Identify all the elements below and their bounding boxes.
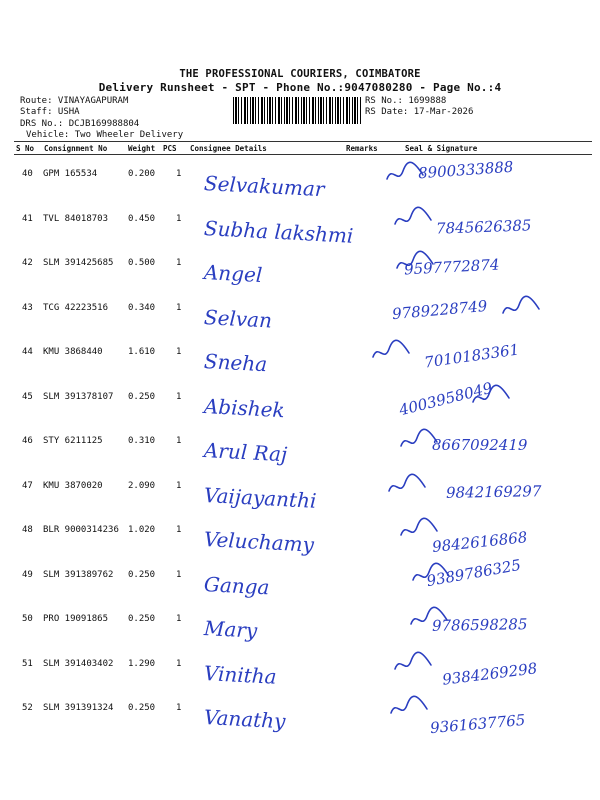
row-weight: 0.250 [128,614,156,624]
row-sno: 45 [22,391,33,402]
col-pcs: PCS [163,144,177,153]
row-consignment: STY 6211125 [43,436,103,446]
row-weight: 1.290 [128,658,156,669]
table-row [0,467,600,512]
row-consignment: GPM 165534 [43,169,98,179]
table-row [0,244,600,289]
row-consignment: KMU 3868440 [43,347,103,357]
receiver-phone: 9389786325 [425,555,523,590]
row-weight: 1.020 [128,525,156,535]
col-remarks: Remarks [346,144,378,153]
table-row [0,378,600,423]
row-weight: 2.090 [128,480,156,491]
row-weight: 0.250 [128,391,156,402]
row-consignment: SLM 391391324 [43,703,114,713]
consignee-name: Selvan [203,304,273,333]
runsheet-title: Delivery Runsheet - SPT - Phone No.:9047080280 - Page No.:4 [98,81,502,94]
row-consignment: TCG 42223516 [43,302,109,313]
vehicle-label: Vehicle: Two Wheeler Delivery [26,130,184,140]
row-weight: 0.450 [128,213,156,224]
header-rule-top [14,141,592,142]
signature-mark [470,382,512,410]
table-row [0,333,600,378]
row-pcs: 1 [176,658,182,669]
table-row [0,645,600,690]
row-sno: 51 [22,658,33,669]
receiver-phone: 8667092419 [432,436,528,454]
signature-mark [370,337,412,365]
row-pcs: 1 [176,391,182,402]
receiver-phone: 9384269298 [441,658,539,689]
receiver-phone: 8900333888 [417,157,514,183]
signature-mark [392,204,434,232]
row-sno: 50 [22,614,33,624]
receiver-phone: 9597772874 [403,255,500,279]
signature-mark [500,293,542,321]
receiver-phone: 9842169297 [445,481,542,502]
row-sno: 41 [22,213,33,224]
consignee-name: Veluchamy [203,527,315,557]
receiver-phone: 4003958049 [397,378,495,419]
row-pcs: 1 [176,347,182,357]
row-consignment: SLM 391378107 [43,391,114,402]
row-sno: 48 [22,525,33,535]
row-consignment: PRO 19091865 [43,614,109,624]
table-row [0,556,600,601]
consignee-name: Vaijayanthi [203,482,317,513]
row-sno: 40 [22,169,33,179]
table-row [0,200,600,248]
signature-mark [408,604,450,632]
row-pcs: 1 [176,569,182,580]
row-sno: 42 [22,258,33,268]
signature-mark [384,159,426,187]
row-consignment: SLM 391403402 [43,658,114,669]
row-pcs: 1 [176,169,182,179]
row-weight: 0.310 [128,436,156,446]
row-sno: 44 [22,347,33,357]
col-weight: Weight [128,144,156,153]
rs-number: RS No.: 1699888 [365,96,447,106]
row-pcs: 1 [176,302,182,313]
row-pcs: 1 [176,436,182,446]
table-row [0,600,600,645]
table-row [0,289,600,334]
row-weight: 0.200 [128,169,156,179]
row-sno: 49 [22,569,33,580]
row-weight: 0.340 [128,302,156,313]
company-title: THE PROFESSIONAL COURIERS, COIMBATORE [179,68,421,80]
signature-mark [398,426,440,454]
rs-date: RS Date: 17-Mar-2026 [365,107,474,117]
col-sno: S No [16,144,35,153]
consignee-name: Sneha [203,349,268,377]
row-sno: 47 [22,480,33,491]
table-row [0,155,600,200]
row-pcs: 1 [176,258,182,268]
table-row [0,511,600,556]
receiver-phone: 7010183361 [423,340,521,372]
row-pcs: 1 [176,614,182,624]
row-consignment: SLM 391389762 [43,569,114,580]
row-consignment: BLR 9000314236 [43,525,119,535]
col-consignee: Consignee Details [190,144,267,153]
signature-mark [398,515,440,543]
consignee-name: Angel [203,260,263,288]
row-consignment: SLM 391425685 [43,258,114,268]
row-weight: 1.610 [128,347,156,357]
consignee-name: Subha lakshmi [203,215,354,248]
row-pcs: 1 [176,703,182,713]
signature-mark [386,471,428,499]
row-weight: 0.500 [128,258,156,268]
col-seal-signature: Seal & Signature [405,144,478,153]
consignee-name: Selvakumar [203,171,326,202]
barcode [233,97,363,124]
signature-mark [410,560,452,588]
signature-mark [388,693,430,721]
col-consignment: Consignment No [44,144,108,153]
row-sno: 43 [22,302,33,313]
consignee-name: Ganga [203,571,271,599]
receiver-phone: 7845626385 [435,215,532,238]
consignee-name: Abishek [203,393,286,422]
row-pcs: 1 [176,213,182,224]
signature-mark [392,649,434,677]
drs-label: DRS No.: DCJB169988804 [20,119,140,129]
receiver-phone: 9842616868 [431,528,529,556]
consignee-name: Arul Raj [203,438,288,467]
row-sno: 52 [22,703,33,713]
table-row [0,689,600,738]
consignee-name: Vanathy [203,705,287,734]
row-sno: 46 [22,436,33,446]
receiver-phone: 9786598285 [431,615,528,635]
consignee-name: Vinitha [203,660,278,689]
consignee-name: Mary [203,616,258,643]
signature-mark [394,248,436,276]
row-pcs: 1 [176,525,182,535]
row-consignment: TVL 84018703 [43,213,109,224]
route-label: Route: VINAYAGAPURAM [20,96,129,106]
row-consignment: KMU 3870020 [43,480,103,491]
receiver-phone: 9361637765 [429,710,527,738]
row-weight: 0.250 [128,569,156,580]
row-weight: 0.250 [128,703,156,713]
receiver-phone: 9789228749 [391,296,489,323]
table-row [0,422,600,467]
staff-label: Staff: USHA [20,107,80,117]
row-pcs: 1 [176,480,182,491]
